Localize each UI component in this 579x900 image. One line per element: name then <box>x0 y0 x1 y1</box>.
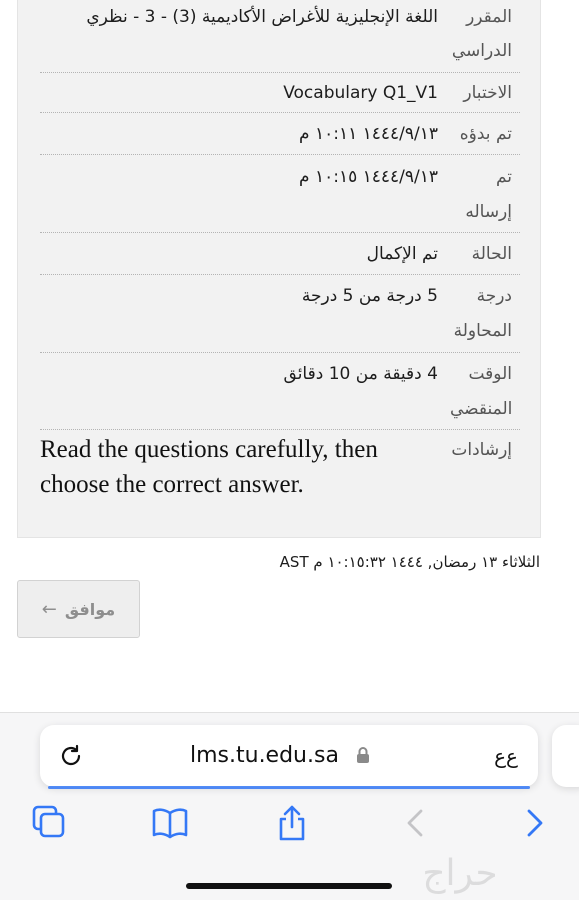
row-score <box>40 275 520 353</box>
browser-toolbar <box>0 712 579 900</box>
row-status <box>40 233 520 275</box>
instructions-line2: choose the correct answer. <box>40 471 304 498</box>
course-label-line2: الدراسي <box>451 41 512 61</box>
quiz-value: Vocabulary Q1_V1 <box>283 83 438 103</box>
instructions-label: إرشادات <box>451 440 512 460</box>
row-course <box>40 0 520 73</box>
agree-button-label: موافق <box>64 599 116 619</box>
score-value: 5 درجة من 5 درجة <box>301 286 438 306</box>
instructions-line1: Read the questions carefully, then <box>40 436 378 463</box>
arrow-left-icon: ← <box>41 598 57 620</box>
forward-icon[interactable] <box>514 803 554 843</box>
started-label: تم بدؤه <box>459 124 512 144</box>
row-elapsed <box>40 353 520 430</box>
row-quiz <box>40 73 520 113</box>
status-label: الحالة <box>471 244 512 264</box>
quiz-label: الاختبار <box>463 83 512 103</box>
score-label-line2: المحاولة <box>453 321 512 341</box>
quiz-summary-panel <box>17 0 541 538</box>
status-value: تم الإكمال <box>366 244 438 264</box>
current-datetime: الثلاثاء ١٣ رمضان, ١٤٤٤ ١٠:١٥:٣٢ م AST <box>279 553 540 571</box>
row-instructions <box>40 430 520 520</box>
share-icon[interactable] <box>272 803 312 843</box>
elapsed-value: 4 دقيقة من 10 دقائق <box>283 364 438 384</box>
reload-icon[interactable] <box>58 743 84 769</box>
submitted-label-line2: إرساله <box>465 202 512 222</box>
bookmarks-icon[interactable] <box>150 803 190 843</box>
home-indicator[interactable] <box>186 883 392 889</box>
reader-mode-icon[interactable]: ﻉﻉ <box>494 744 518 768</box>
lock-icon <box>356 746 370 764</box>
row-submitted <box>40 155 520 233</box>
elapsed-label: الوقت <box>468 364 512 384</box>
agree-button[interactable] <box>17 580 140 638</box>
row-started <box>40 113 520 155</box>
score-label: درجة <box>476 286 512 306</box>
back-icon[interactable] <box>396 803 436 843</box>
next-tab-preview[interactable] <box>552 725 579 787</box>
watermark-logo: حراج <box>422 853 498 894</box>
submitted-label: تم <box>495 167 512 187</box>
submitted-value: ١٤٤٤/٩/١٣ ١٠:١٥ م <box>299 167 438 187</box>
course-value: اللغة الإنجليزية للأغراض الأكاديمية (3) - 3 - نظري <box>86 7 438 27</box>
course-label: المقرر <box>466 7 512 27</box>
elapsed-label-line2: المنقضي <box>450 399 513 419</box>
started-value: ١٤٤٤/٩/١٣ ١٠:١١ م <box>299 124 438 144</box>
tabs-icon[interactable] <box>30 803 70 843</box>
url-text[interactable]: lms.tu.edu.sa <box>190 743 339 768</box>
load-progress-bar <box>48 786 530 789</box>
address-bar[interactable] <box>40 725 538 787</box>
